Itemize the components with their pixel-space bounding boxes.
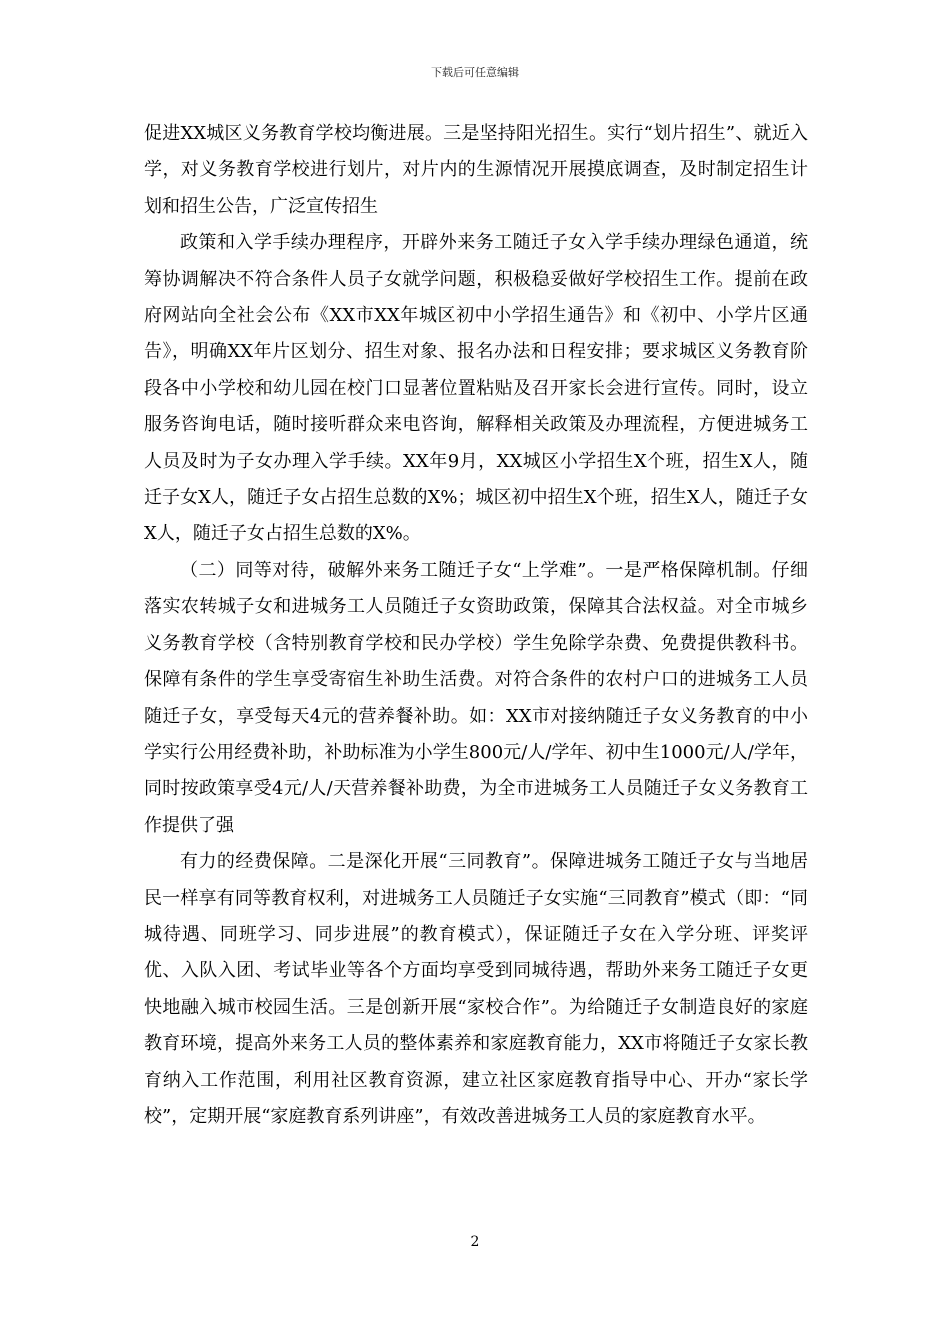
body-paragraph: 政策和入学手续办理程序，开辟外来务工随迁子女入学手续办理绿色通道，统筹协调解决不符合条件人员子女就学问题，积极稳妥做好学校招生工作。提前在政府网站向全社会公布《XX市XX年城区初中小学招生通告》和《初中、小学片区通告》，明确XX年片区划分、招生对象、报名办法和日程安排；要求城区义务教育阶段各中小学校和幼儿园在校门口显著位置粘贴及召开家长会进行宣传。同时，设立服务咨询电话，随时接听群众来电咨询，解释相关政策及办理流程，方便进城务工人员及时为子女办理入学手续。XX年9月，XX城区小学招生X个班，招生X人，随迁子女X人，随迁子女占招生总数的X%；城区初中招生X个班，招生X人，随迁子女X人，随迁子女占招生总数的X%。: [144, 232, 808, 545]
page-number: 2: [470, 1234, 480, 1250]
body-paragraph: 有力的经费保障。二是深化开展“三同教育”。保障进城务工随迁子女与当地居民一样享有同等教育权利，对进城务工人员随迁子女实施“三同教育”模式（即：“同城待遇、同班学习、同步进展”的教育模式），保证随迁子女在入学分班、评奖评优、入队入团、考试毕业等各个方面均享受到同城待遇，帮助外来务工随迁子女更快地融入城市校园生活。三是创新开展“家校合作”。为给随迁子女制造良好的家庭教育环境，提高外来务工人员的整体素养和家庭教育能力，XX市将随迁子女家长教育纳入工作范围，利用社区教育资源，建立社区家庭教育指导中心、开办“家长学校”，定期开展“家庭教育系列讲座”，有效改善进城务工人员的家庭教育水平。: [144, 851, 808, 1127]
page-header: 下载后可任意编辑: [431, 66, 519, 79]
document-body: [144, 116, 808, 1135]
body-paragraph: （二）同等对待，破解外来务工随迁子女“上学难”。一是严格保障机制。仔细落实农转城子女和进城务工人员随迁子女资助政策，保障其合法权益。对全市城乡义务教育学校（含特别教育学校和民办学校）学生免除学杂费、免费提供教科书。保障有条件的学生享受寄宿生补助生活费。对符合条件的农村户口的进城务工人员随迁子女，享受每天4元的营养餐补助。如：XX市对接纳随迁子女义务教育的中小学实行公用经费补助，补助标准为小学生800元/人/学年、初中生1000元/人/学年，同时按政策享受4元/人/天营养餐补助费，为全市进城务工人员随迁子女义务教育工作提供了强: [144, 559, 808, 836]
body-paragraph: 促进XX城区义务教育学校均衡进展。三是坚持阳光招生。实行“划片招生”、就近入学，对义务教育学校进行划片，对片内的生源情况开展摸底调查，及时制定招生计划和招生公告，广泛宣传招生: [144, 123, 808, 217]
